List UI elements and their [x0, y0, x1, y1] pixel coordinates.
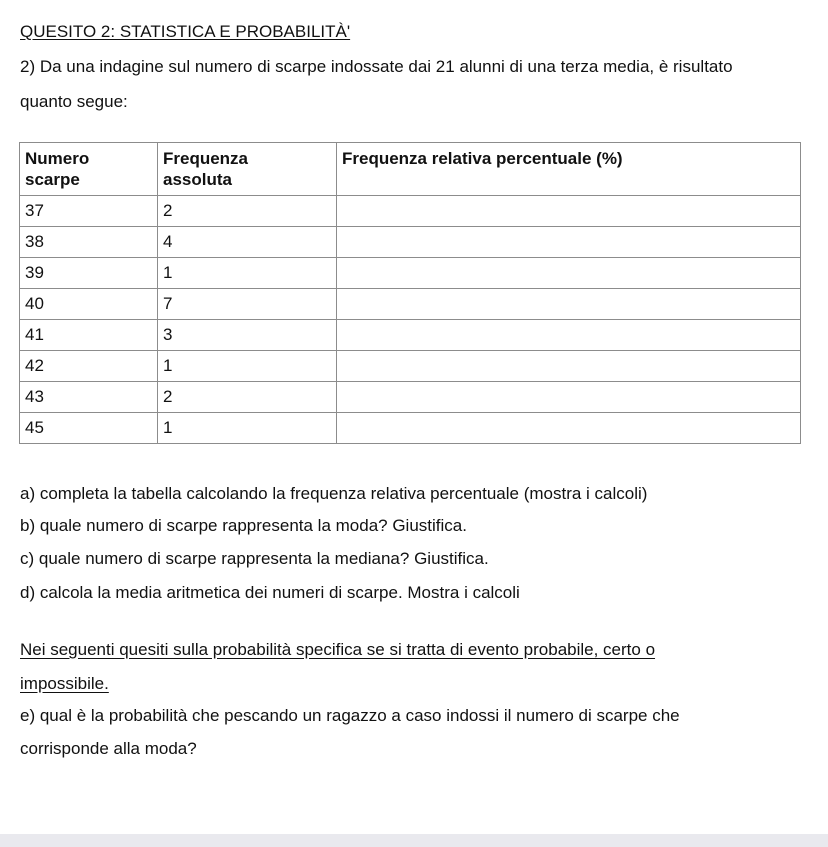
table-row: [20, 227, 801, 258]
cell-frequenza: 7: [158, 289, 337, 320]
table-row: [20, 413, 801, 444]
cell-frequenza: 3: [158, 320, 337, 351]
header-numero-line-1: Numero: [25, 149, 90, 168]
cell-frequenza: 4: [158, 227, 337, 258]
header-frequenza-line-2: assoluta: [163, 170, 232, 189]
cell-relativa[interactable]: [337, 289, 801, 320]
section-heading: QUESITO 2: STATISTICA E PROBABILITÀ': [20, 22, 351, 41]
cell-frequenza: 2: [158, 382, 337, 413]
cell-numero: 39: [20, 258, 158, 289]
question-d: d) calcola la media aritmetica dei numeri di scarpe. Mostra i calcoli: [20, 583, 520, 602]
cell-relativa[interactable]: [337, 351, 801, 382]
intro-text-line-1: 2) Da una indagine sul numero di scarpe indossate dai 21 alunni di una terza media, è risultato: [20, 57, 733, 76]
cell-relativa[interactable]: [337, 227, 801, 258]
table-row: [20, 320, 801, 351]
table-row: [20, 289, 801, 320]
table-row: [20, 258, 801, 289]
cell-relativa[interactable]: [337, 320, 801, 351]
cell-frequenza: 1: [158, 351, 337, 382]
cell-relativa[interactable]: [337, 196, 801, 227]
cell-relativa[interactable]: [337, 382, 801, 413]
question-e-line-2: corrisponde alla moda?: [20, 739, 197, 758]
cell-frequenza: 2: [158, 196, 337, 227]
question-c: c) quale numero di scarpe rappresenta la mediana? Giustifica.: [20, 549, 489, 568]
bottom-strip: [0, 834, 828, 847]
cell-numero: 37: [20, 196, 158, 227]
header-frequenza-line-1: Frequenza: [163, 149, 249, 168]
intro-text-line-2: quanto segue:: [20, 92, 128, 111]
table-row: [20, 382, 801, 413]
cell-numero: 41: [20, 320, 158, 351]
cell-relativa[interactable]: [337, 413, 801, 444]
cell-frequenza: 1: [158, 413, 337, 444]
cell-numero: 40: [20, 289, 158, 320]
cell-numero: 42: [20, 351, 158, 382]
table-row: [20, 196, 801, 227]
cell-numero: 45: [20, 413, 158, 444]
header-frequenza-relativa: Frequenza relativa percentuale (%): [337, 143, 801, 196]
probability-instruction-line-2: impossibile.: [20, 674, 109, 693]
frequency-table: [19, 142, 801, 444]
probability-instruction-line-1: Nei seguenti quesiti sulla probabilità specifica se si tratta di evento probabile, certo o: [20, 640, 656, 659]
cell-relativa[interactable]: [337, 258, 801, 289]
table-header-row: [20, 143, 801, 196]
cell-numero: 43: [20, 382, 158, 413]
cell-numero: 38: [20, 227, 158, 258]
table-row: [20, 351, 801, 382]
header-numero-line-2: scarpe: [25, 170, 80, 189]
question-b: b) quale numero di scarpe rappresenta la moda? Giustifica.: [20, 516, 467, 535]
question-e-line-1: e) qual è la probabilità che pescando un ragazzo a caso indossi il numero di scarpe che: [20, 706, 680, 725]
cell-frequenza: 1: [158, 258, 337, 289]
header-numero-scarpe: [20, 143, 158, 196]
header-frequenza-assoluta: [158, 143, 337, 196]
question-a: a) completa la tabella calcolando la frequenza relativa percentuale (mostra i calcoli): [20, 484, 648, 503]
